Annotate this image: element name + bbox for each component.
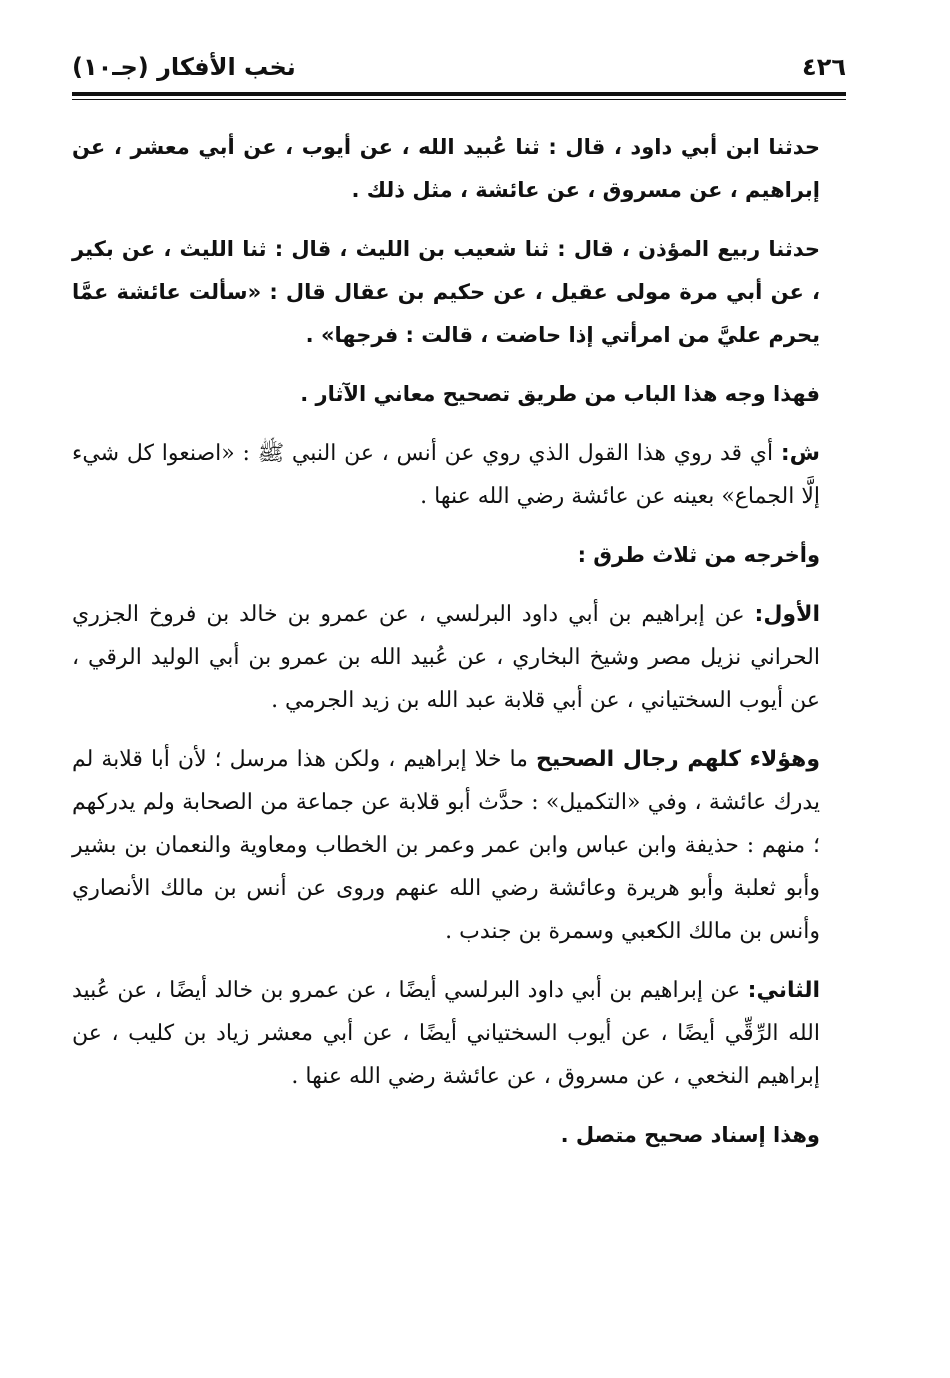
paragraph-text: أي قد روي هذا القول الذي روي عن أنس ، عن النبي ﷺ : «اصنعوا كل شيء إلَّا الجماع» بعينه عن عائشة رضي الله عنها .: [72, 441, 820, 509]
paragraph-text: عن إبراهيم بن أبي داود البرلسي أيضًا ، عن عمرو بن خالد أيضًا ، عن عُبيد الله الرِّقِّي أيضًا ، عن أيوب السختياني أيضًا ، عن أبي معشر زياد بن كليب ، عن إبراهيم النخعي ، عن مسروق ، عن عائشة رضي الله عنها .: [72, 978, 820, 1089]
paragraph-hadith-1: [72, 126, 846, 212]
paragraph-routes-intro: [72, 534, 846, 577]
page-number: ٤٢٦: [802, 53, 846, 81]
paragraph-isnad-verdict: [72, 1114, 846, 1157]
page-body: [72, 126, 846, 1157]
paragraph-commentary: [72, 432, 846, 518]
book-title: نخب الأفكار (جـ١٠): [72, 53, 296, 81]
paragraph-first-route: [72, 593, 846, 722]
paragraph-conclusion: [72, 373, 846, 416]
paragraph-narrators-note: [72, 738, 846, 953]
first-route-label: الأول:: [754, 602, 820, 627]
paragraph-text: ما خلا إبراهيم ، ولكن هذا مرسل ؛ لأن أبا قلابة لم يدرك عائشة ، وفي «التكميل» : حدَّث أبو قلابة عن جماعة من الصحابة ولم يدركهم ؛ منهم : حذيفة وابن عباس وابن عمر وعمر بن الخطاب ومعاوية والنعمان بن بشير وأبو ثعلبة وأبو هريرة وعائشة رضي الله عنهم وروى عن أنس بن مالك الأنصاري وأنس بن مالك الكعبي وسمرة بن جندب .: [72, 747, 820, 944]
header-rule-thin: [72, 99, 846, 100]
paragraph-text: وأخرجه من ثلاث طرق :: [577, 543, 820, 567]
paragraph-text: حدثنا ابن أبي داود ، قال : ثنا عُبيد الله ، عن أيوب ، عن أبي معشر ، عن إبراهيم ، عن مسروق ، عن عائشة ، مثل ذلك .: [72, 135, 820, 202]
paragraph-hadith-2: [72, 228, 846, 357]
commentary-marker: ش:: [780, 441, 820, 466]
paragraph-second-route: [72, 969, 846, 1098]
header-rule-thick: [72, 92, 846, 96]
second-route-label: الثاني:: [747, 978, 820, 1003]
page-header: [72, 50, 846, 84]
narrators-lead: وهؤلاء كلهم رجال الصحيح: [535, 747, 820, 772]
paragraph-text: حدثنا ربيع المؤذن ، قال : ثنا شعيب بن الليث ، قال : ثنا الليث ، عن بكير ، عن أبي مرة مولى عقيل ، عن حكيم بن عقال قال : «سألت عائشة عمَّا يحرم عليَّ من امرأتي إذا حاضت ، قالت : فرجها» .: [72, 237, 820, 347]
paragraph-text: عن إبراهيم بن أبي داود البرلسي ، عن عمرو بن خالد بن فروخ الجزري الحراني نزيل مصر وشيخ البخاري ، عن عُبيد الله بن عمرو بن أبي الوليد الرقي ، عن أيوب السختياني ، عن أبي قلابة عبد الله بن زيد الجرمي .: [72, 602, 820, 713]
page: [72, 50, 846, 1173]
paragraph-text: وهذا إسناد صحيح متصل .: [560, 1123, 820, 1147]
paragraph-text: فهذا وجه هذا الباب من طريق تصحيح معاني الآثار .: [300, 382, 820, 406]
